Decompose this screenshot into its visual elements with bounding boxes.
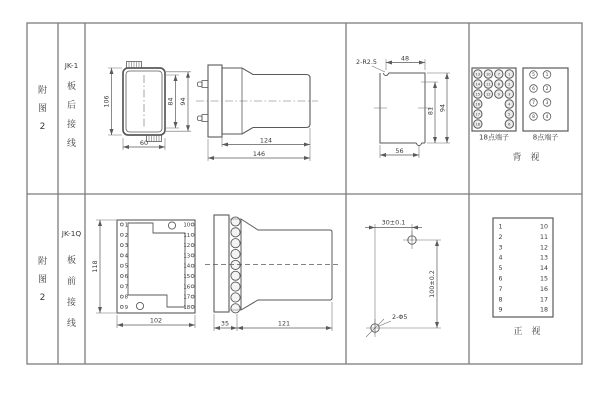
terminal-number: 11 — [486, 82, 491, 87]
terminal-number: 1 — [124, 222, 129, 229]
terminal-screw-side — [231, 228, 240, 237]
wiring-char: 后 — [66, 101, 77, 111]
table-right-number: 17 — [539, 296, 548, 304]
dim-length-146: 146 — [252, 150, 266, 158]
dim-height-94: 94 — [438, 103, 447, 113]
terminal-dot — [120, 254, 123, 257]
terminal-number: 2 — [124, 232, 129, 239]
terminal-dot — [191, 285, 194, 288]
table-right-number: 18 — [539, 306, 548, 314]
terminal-number: 3 — [545, 101, 549, 107]
jk1-panel-cutout — [356, 55, 450, 159]
fig-label-char: 附 — [37, 257, 48, 267]
table-left-number: 2 — [498, 233, 503, 241]
dim-height-94: 94 — [179, 97, 188, 106]
wiring-char: 线 — [66, 319, 77, 329]
hole-diameter-callout: 2-Φ5 — [392, 313, 408, 321]
terminal-table-rows — [499, 224, 549, 314]
table-left-number: 7 — [498, 285, 503, 293]
terminal-number: 5 — [532, 73, 535, 79]
model-label: JK-1 — [64, 61, 79, 70]
panel-terminal-numbers — [120, 223, 194, 311]
terminal-screw-side — [231, 249, 240, 258]
table-left-number: 6 — [498, 275, 503, 283]
wiring-char: 板 — [66, 256, 77, 266]
fig-label-char: 附 — [37, 86, 48, 96]
jk1q-side-view — [205, 215, 340, 331]
terminal-number: 7 — [497, 72, 500, 77]
terminal-screw-side — [231, 239, 240, 248]
terminal-number: 5 — [124, 263, 129, 270]
radius-callout: 2-R2.5 — [356, 58, 377, 66]
table-left-number: 8 — [498, 296, 503, 304]
dim-height-106: 106 — [102, 95, 111, 108]
terminal-number: 14 — [183, 263, 191, 270]
wiring-char: 接 — [66, 120, 77, 130]
terminal-circles-18 — [474, 70, 514, 128]
terminal-number: 8 — [532, 115, 535, 121]
row2-labels — [38, 229, 81, 329]
rear-terminal-views — [472, 68, 568, 163]
terminal-number: 4 — [545, 115, 549, 121]
terminal-number: 7 — [124, 284, 129, 291]
table-left-number: 5 — [498, 265, 503, 273]
terminal-number: 2 — [545, 87, 549, 93]
table-left-number: 3 — [498, 244, 503, 252]
mounting-hole-bottom — [136, 302, 143, 309]
terminal-number: 4 — [124, 253, 129, 260]
terminal-dot — [191, 295, 194, 298]
wiring-char: 接 — [66, 298, 77, 308]
terminal-dot — [191, 254, 194, 257]
terminal-number: 3 — [124, 243, 129, 250]
terminal-strip-top — [127, 62, 142, 69]
front-view-label: 正 视 — [513, 327, 541, 337]
terminal-number: 9 — [497, 92, 500, 97]
jk1q-panel-view — [91, 220, 195, 328]
front-terminal-table — [493, 218, 553, 337]
terminal-number: 13 — [183, 253, 191, 260]
table-left-number: 9 — [498, 306, 503, 314]
table-left-number: 1 — [498, 223, 503, 231]
terminal-dot — [120, 285, 123, 288]
terminal-number: 6 — [532, 87, 535, 93]
jk1-side-view — [196, 65, 318, 161]
dim-body-121: 121 — [277, 319, 291, 328]
terminal-number: 8 — [497, 82, 500, 87]
dim-height-81: 81 — [426, 106, 435, 116]
terminal-screw-side — [231, 282, 240, 291]
terminal-dot — [191, 275, 194, 278]
table-right-number: 14 — [539, 265, 548, 273]
fig-label-char: 图 — [37, 104, 48, 114]
dim-width-60: 60 — [139, 139, 149, 147]
terminal-number: 8 — [124, 294, 129, 301]
mounting-hole-top — [168, 222, 175, 229]
terminal-number: 4 — [508, 102, 511, 107]
terminal-number: 18 — [475, 122, 481, 127]
dim-top-48: 48 — [400, 54, 410, 63]
terminal-dot — [120, 295, 123, 298]
terminal-dot — [120, 264, 123, 267]
wiring-char: 板 — [66, 82, 77, 92]
terminal-dot — [191, 264, 194, 267]
terminal-number: 3 — [508, 92, 511, 97]
terminal-number: 7 — [532, 101, 535, 107]
table-right-number: 10 — [539, 223, 548, 231]
terminal-number: 2 — [508, 82, 511, 87]
terminal-number: 12 — [486, 92, 491, 97]
dim-length-124: 124 — [259, 136, 273, 145]
terminal-number: 16 — [183, 284, 191, 291]
terminal-number: 5 — [508, 112, 511, 117]
table-right-number: 13 — [539, 254, 548, 262]
jk1-front-view — [103, 62, 192, 151]
fig-label-char: 2 — [39, 122, 46, 132]
terminal-number: 11 — [183, 232, 191, 239]
terminal-circles-8 — [530, 71, 551, 121]
terminal-number: 15 — [475, 92, 481, 97]
rear-view-label: 背 视 — [512, 153, 540, 163]
terminal-dot — [191, 223, 194, 226]
dim-hole-spacing-x: 30±0.1 — [381, 218, 406, 227]
terminal-number: 1 — [508, 72, 511, 77]
table-right-number: 12 — [539, 244, 548, 252]
table-left-number: 4 — [498, 254, 503, 262]
drill-hole-top — [403, 231, 441, 249]
fig-label-char: 图 — [37, 275, 48, 285]
dim-width-102: 102 — [149, 316, 163, 325]
wiring-char: 线 — [66, 139, 77, 149]
terminal-screw-side — [231, 217, 240, 226]
terminal-dot — [191, 233, 194, 236]
dim-height-118: 118 — [91, 260, 99, 273]
table-right-number: 16 — [539, 285, 548, 293]
terminal-dot — [191, 305, 194, 308]
mounting-stud-top — [198, 81, 209, 88]
drilling-plan — [365, 219, 441, 338]
terminal-number: 17 — [183, 294, 191, 301]
terminal-screw-side — [231, 293, 240, 302]
table-right-number: 15 — [539, 275, 548, 283]
terminal-dot — [120, 305, 123, 308]
dim-hole-spacing-y: 100±0.2 — [427, 270, 436, 298]
terminal-dot — [120, 275, 123, 278]
mounting-stud-bottom — [198, 115, 209, 122]
dim-bottom-56: 56 — [395, 147, 404, 155]
terminal-18-label: 18点端子 — [479, 133, 509, 142]
terminal-number: 17 — [475, 112, 481, 117]
table-right-number: 11 — [539, 233, 548, 241]
terminal-number: 10 — [183, 222, 191, 229]
terminal-number: 6 — [508, 122, 511, 127]
terminal-dot — [120, 233, 123, 236]
terminal-number: 14 — [475, 82, 481, 87]
terminal-number: 15 — [183, 274, 191, 280]
terminal-8-label: 8点端子 — [532, 133, 559, 142]
terminal-dot — [191, 244, 194, 247]
dim-height-84: 84 — [166, 97, 175, 106]
terminal-number: 18 — [183, 304, 191, 311]
model-label: JK-1Q — [61, 229, 82, 238]
terminal-screw-side — [231, 271, 240, 280]
terminal-screw-side — [231, 304, 240, 313]
terminal-strip-bottom — [147, 135, 162, 142]
dim-plate-35: 35 — [220, 319, 230, 328]
terminal-dot — [120, 244, 123, 247]
terminal-number: 6 — [124, 274, 129, 280]
module-outline — [128, 223, 185, 307]
terminal-number: 16 — [475, 102, 481, 107]
front-plate — [214, 215, 229, 312]
drill-hole-bottom — [366, 319, 441, 337]
wiring-char: 前 — [66, 277, 77, 287]
terminal-number: 12 — [183, 243, 191, 250]
cutout-outline — [380, 73, 425, 146]
fig-label-char: 2 — [39, 293, 46, 303]
terminal-dot — [120, 223, 123, 226]
terminal-number: 13 — [475, 72, 481, 77]
terminal-number: 1 — [545, 73, 549, 79]
terminal-number: 10 — [486, 72, 491, 77]
terminal-number: 9 — [124, 304, 129, 311]
